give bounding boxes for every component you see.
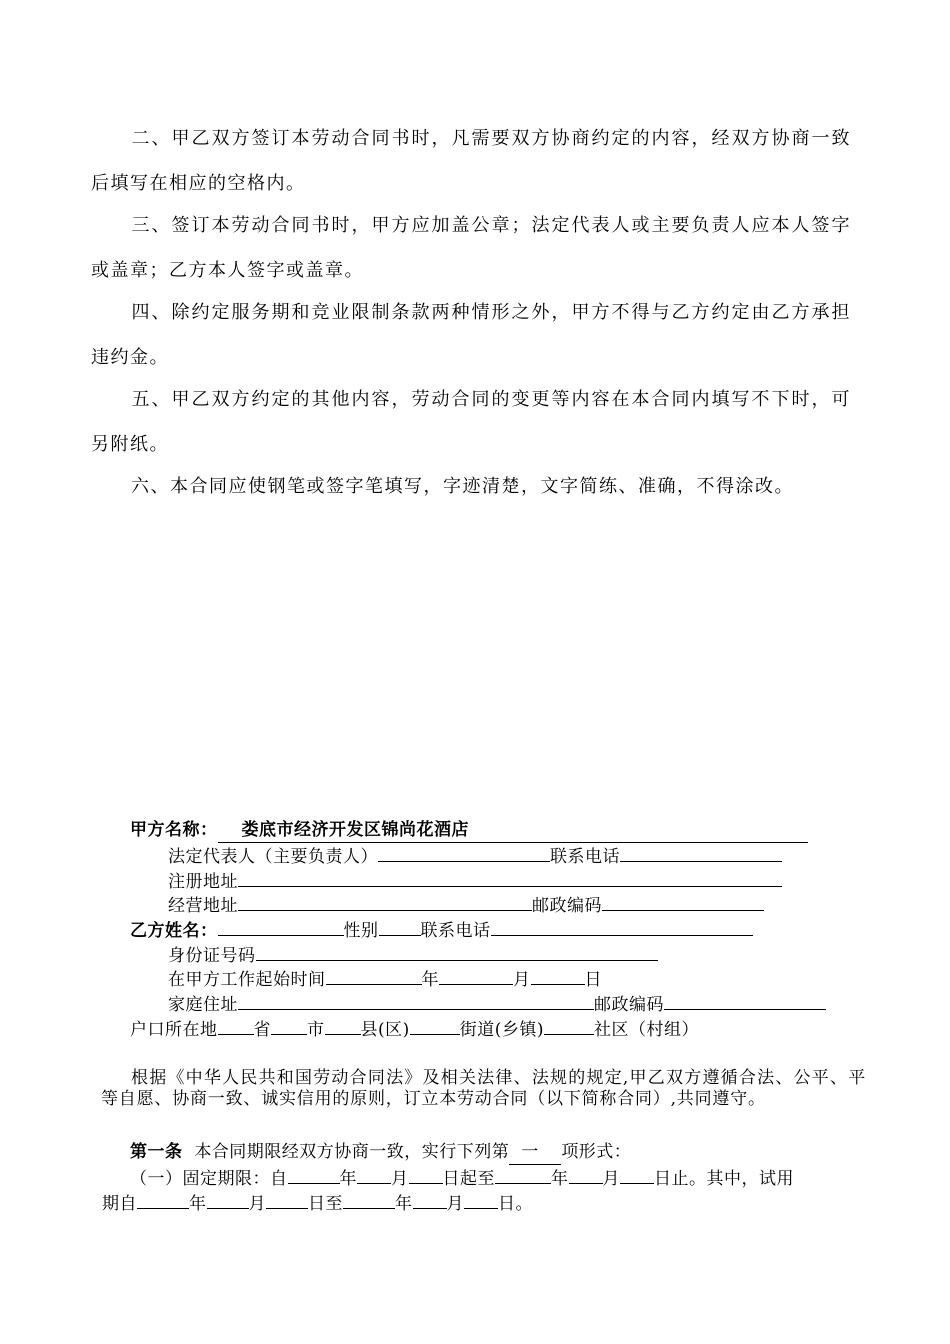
month-label: 月 — [513, 970, 531, 990]
party-b-postcode-field[interactable] — [664, 991, 826, 1010]
province-label: 省 — [253, 1020, 271, 1040]
hukou-city-field[interactable] — [271, 1016, 307, 1035]
id-row — [168, 942, 658, 968]
hukou-province-field[interactable] — [218, 1016, 254, 1035]
from-year-label: 年 — [339, 1169, 357, 1189]
gender-label: 性别 — [343, 921, 379, 941]
start-month-field[interactable] — [439, 966, 513, 985]
id-field[interactable] — [256, 942, 658, 961]
gender-field[interactable] — [379, 917, 421, 936]
party-a-name-field[interactable] — [218, 818, 808, 843]
to-month-label: 月 — [602, 1169, 620, 1189]
article-1-choice-value: 一 — [521, 1142, 539, 1162]
party-b-phone-field[interactable] — [491, 917, 753, 936]
note-5-text: 五、甲乙双方约定的其他内容，劳动合同的变更等内容在本合同内填写不下时，可另附纸。 — [91, 389, 851, 455]
street-label: 街道(乡镇) — [459, 1020, 545, 1040]
reg-address-label: 注册地址 — [168, 872, 238, 892]
note-4 — [91, 290, 851, 380]
community-label: 社区（村组） — [594, 1020, 700, 1040]
party-a-postcode-label: 邮政编码 — [532, 896, 602, 916]
legal-rep-label: 法定代表人（主要负责人） — [168, 847, 378, 867]
note-6 — [91, 464, 851, 509]
hukou-county-field[interactable] — [325, 1016, 361, 1035]
trial-from-year-label: 年 — [189, 1194, 207, 1214]
year-label: 年 — [421, 970, 439, 990]
party-a-name-value: 娄底市经济开发区锦尚花酒店 — [241, 820, 469, 840]
trial-to-month-field[interactable] — [413, 1190, 447, 1209]
trial-to-month-label: 月 — [446, 1194, 464, 1214]
party-a-postcode-field[interactable] — [602, 892, 764, 911]
hukou-row — [130, 1016, 699, 1042]
article-1 — [130, 1140, 631, 1165]
start-year-field[interactable] — [326, 966, 422, 985]
party-a-label: 甲方名称： — [130, 820, 218, 840]
fixed-term-label: （一）固定期限：自 — [130, 1169, 288, 1189]
trial-from-year-field[interactable] — [137, 1190, 189, 1209]
note-3 — [91, 203, 851, 293]
to-year-label: 年 — [551, 1169, 569, 1189]
note-3-text: 三、签订本劳动合同书时，甲方应加盖公章；法定代表人或主要负责人应本人签字或盖章；乙方本人签字或盖章。 — [91, 215, 851, 281]
reg-address-row — [168, 868, 782, 894]
home-address-row — [168, 991, 826, 1017]
fixed-term-row — [130, 1165, 794, 1191]
note-5 — [91, 377, 851, 467]
to-year-field[interactable] — [495, 1165, 551, 1184]
article-1-title: 第一条 — [130, 1142, 183, 1162]
to-day-field[interactable] — [620, 1165, 654, 1184]
hukou-label: 户口所在地 — [130, 1020, 218, 1040]
city-label: 市 — [307, 1020, 325, 1040]
home-address-label: 家庭住址 — [168, 995, 238, 1015]
start-date-row — [168, 966, 602, 992]
party-b-row — [130, 917, 753, 943]
party-a-phone-field[interactable] — [620, 843, 782, 862]
start-day-field[interactable] — [531, 966, 585, 985]
article-1-text-after: 项形式： — [561, 1142, 632, 1162]
note-6-text: 六、本合同应使钢笔或签字笔填写，字迹清楚，文字简练、准确，不得涂改。 — [131, 476, 794, 497]
day-label: 日 — [584, 970, 602, 990]
legal-rep-field[interactable] — [378, 843, 550, 862]
trial-from-month-label: 月 — [248, 1194, 266, 1214]
trial-to-year-field[interactable] — [343, 1190, 395, 1209]
trial-row — [102, 1190, 533, 1216]
party-b-postcode-label: 邮政编码 — [594, 995, 664, 1015]
hukou-street-field[interactable] — [410, 1016, 460, 1035]
from-year-field[interactable] — [288, 1165, 340, 1184]
trial-to-year-label: 年 — [395, 1194, 413, 1214]
to-day-label: 日止。其中，试用 — [654, 1169, 794, 1189]
home-address-field[interactable] — [238, 991, 594, 1010]
note-4-text: 四、除约定服务期和竞业限制条款两种情形之外，甲方不得与乙方约定由乙方承担违约金。 — [91, 302, 851, 368]
trial-to-day-label: 日。 — [498, 1194, 533, 1214]
reg-address-field[interactable] — [238, 868, 782, 887]
county-label: 县(区) — [360, 1020, 410, 1040]
biz-address-label: 经营地址 — [168, 896, 238, 916]
party-b-phone-label: 联系电话 — [420, 921, 491, 941]
article-1-text: 本合同期限经双方协商一致，实行下列第 — [194, 1142, 510, 1162]
party-a-phone-label: 联系电话 — [550, 847, 620, 867]
from-day-field[interactable] — [409, 1165, 443, 1184]
party-b-label: 乙方姓名： — [130, 921, 218, 941]
article-1-choice[interactable] — [509, 1140, 561, 1165]
preamble: 根据《中华人民共和国劳动合同法》及相关法律、法规的规定,甲乙双方遵循合法、公平、平等自愿、协商一致、诚实信用的原则，订立本劳动合同（以下简称合同）,共同遵守。 — [101, 1068, 866, 1109]
party-a-name-row — [130, 818, 808, 843]
to-month-field[interactable] — [569, 1165, 603, 1184]
trial-label: 期自 — [102, 1194, 137, 1214]
id-label: 身份证号码 — [168, 946, 256, 966]
party-b-name-field[interactable] — [218, 917, 344, 936]
trial-from-month-field[interactable] — [207, 1190, 249, 1209]
trial-from-day-label: 日至 — [308, 1194, 343, 1214]
legal-rep-row — [168, 843, 782, 869]
from-day-label: 日起至 — [442, 1169, 495, 1189]
trial-to-day-field[interactable] — [464, 1190, 498, 1209]
from-month-field[interactable] — [357, 1165, 391, 1184]
note-2 — [91, 116, 851, 206]
start-date-label: 在甲方工作起始时间 — [168, 970, 326, 990]
biz-address-field[interactable] — [238, 892, 532, 911]
trial-from-day-field[interactable] — [266, 1190, 308, 1209]
note-2-text: 二、甲乙双方签订本劳动合同书时，凡需要双方协商约定的内容，经双方协商一致后填写在相应的空格内。 — [91, 128, 851, 194]
from-month-label: 月 — [391, 1169, 409, 1189]
hukou-community-field[interactable] — [544, 1016, 594, 1035]
biz-address-row — [168, 892, 764, 918]
